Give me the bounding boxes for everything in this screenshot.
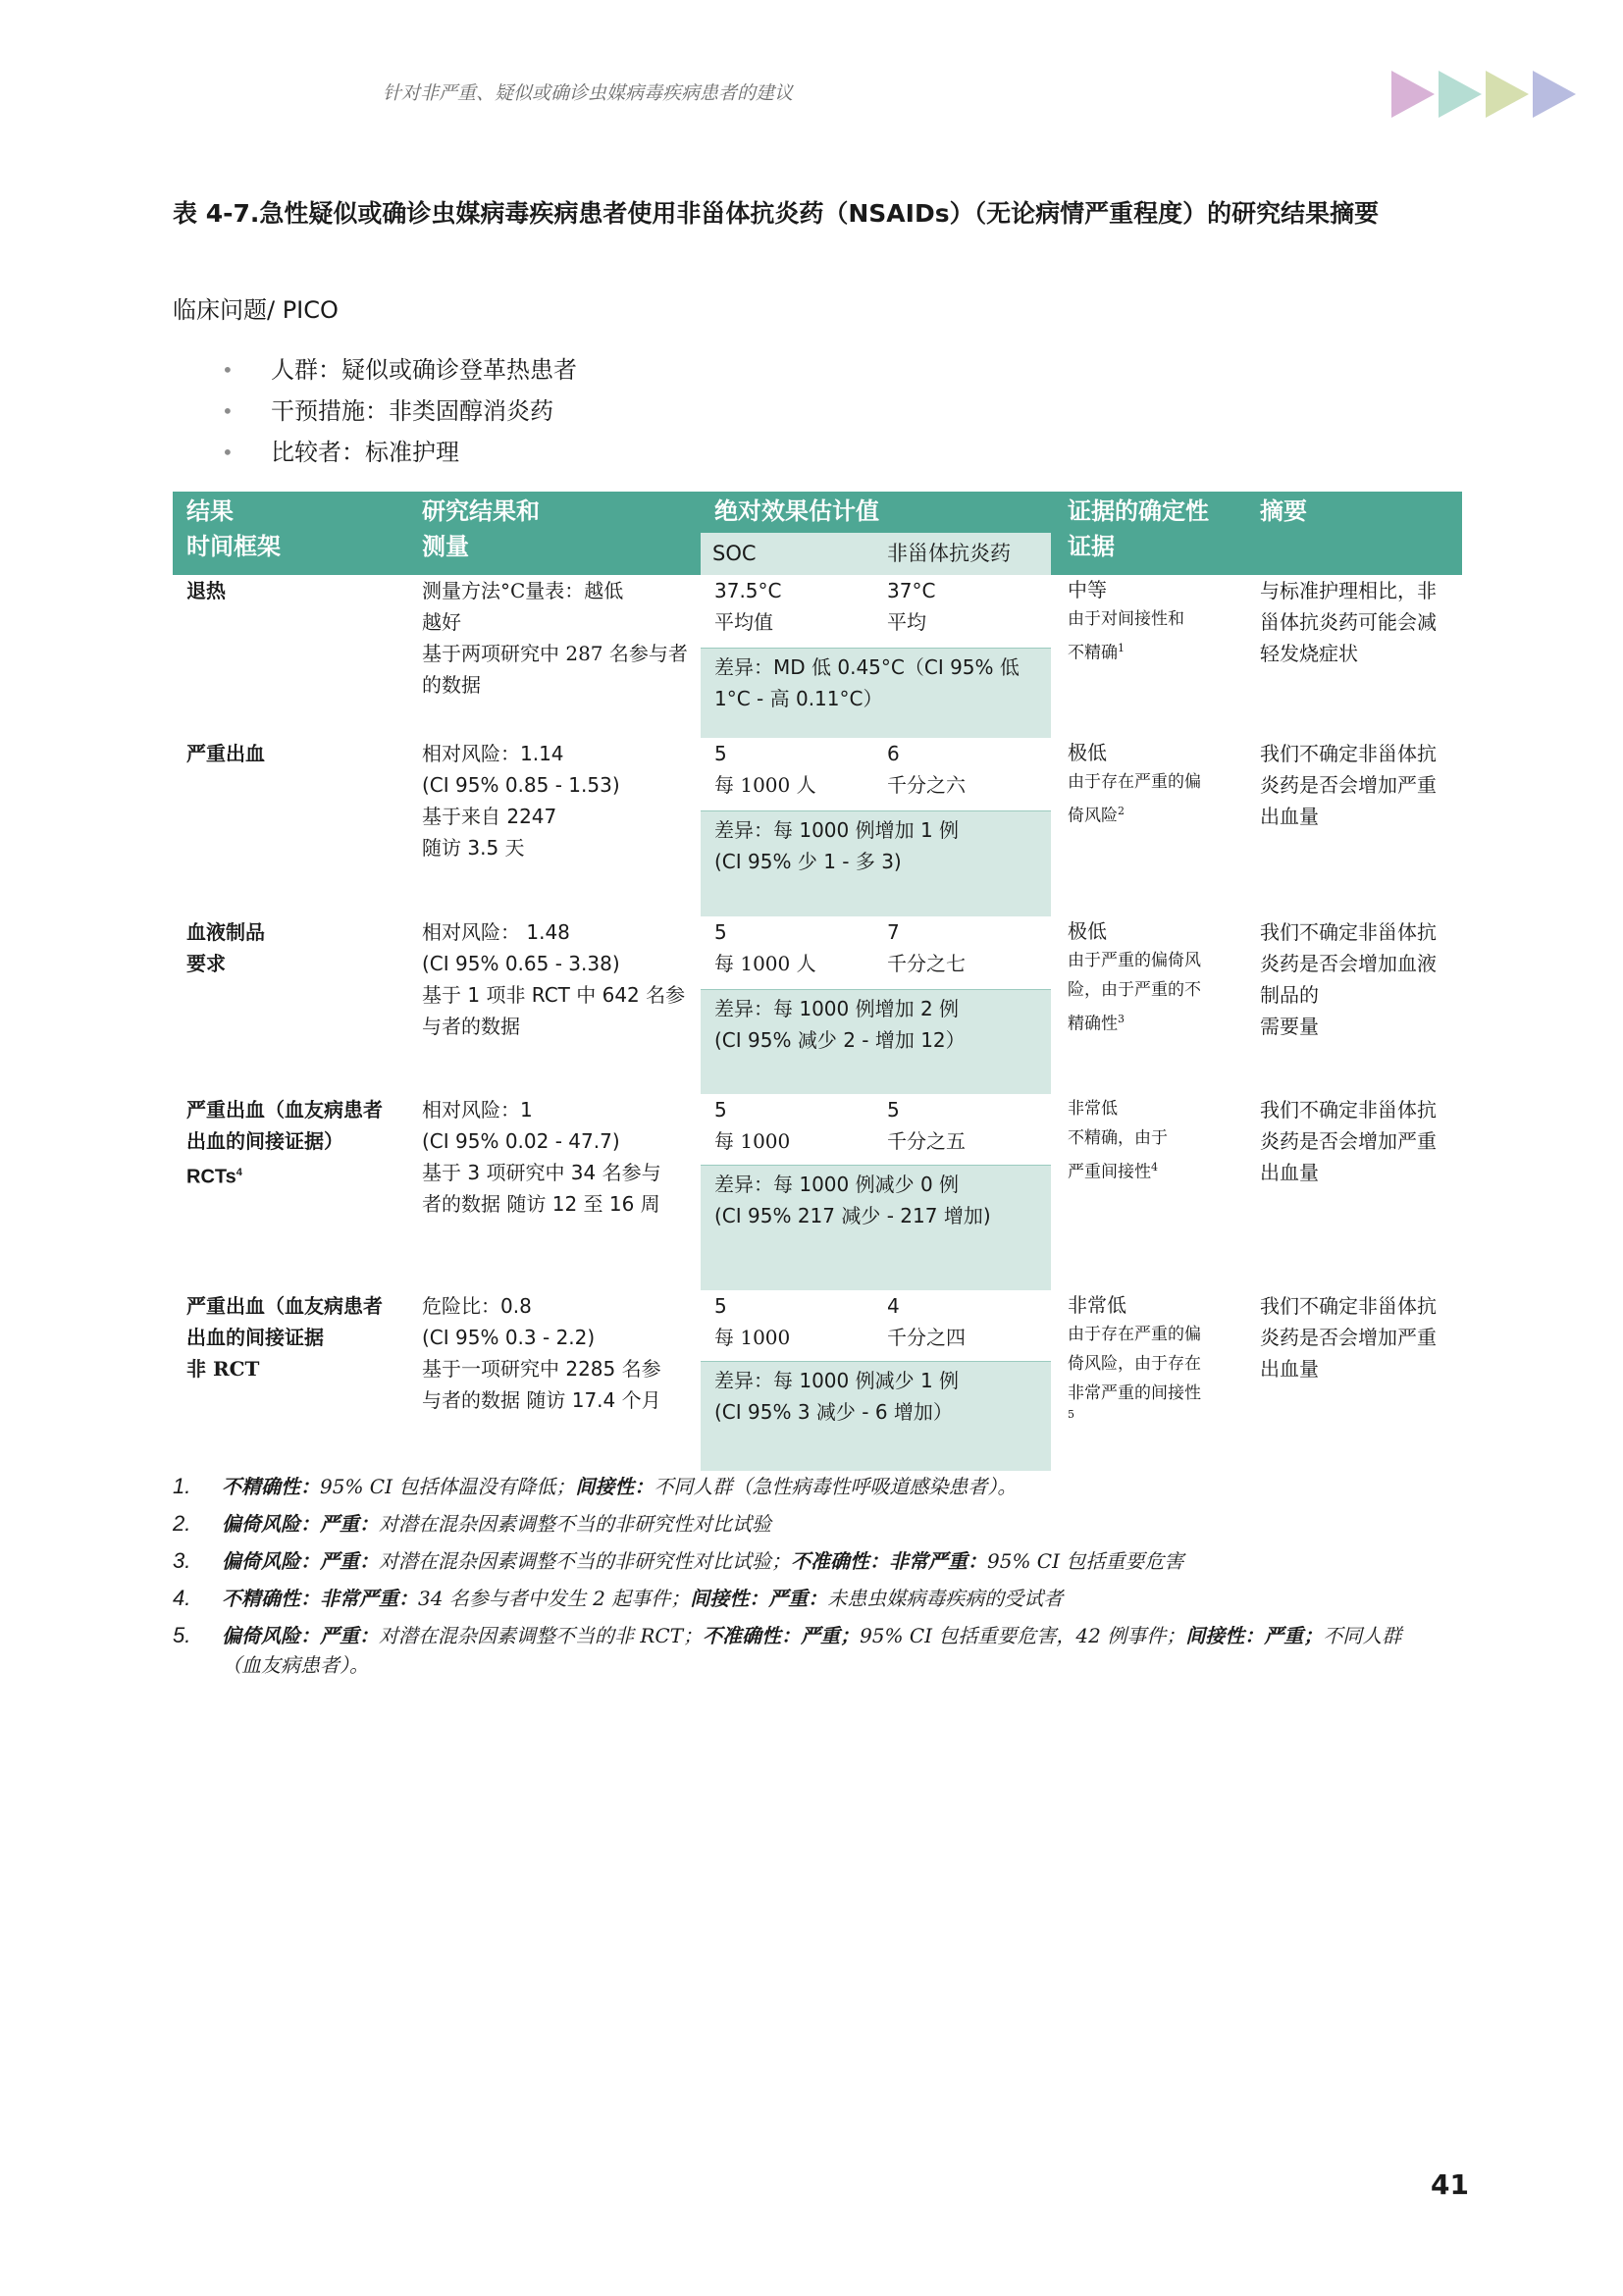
measure-text: 相对风险：1 (CI 95% 0.02 - 47.7) 基于 3 项研究中 34 名参与 者的数据 随访 12 至 16 周 [422, 1098, 661, 1216]
soc-value: 5 每 1000 [714, 1294, 791, 1349]
summary-text: 我们不确定非甾体抗 炎药是否会增加严重 出血量 [1260, 1294, 1437, 1381]
outcome-label: 严重出血（血友病患者 出血的间接证据 非 RCT [186, 1294, 383, 1381]
header-measure: 测量 [422, 532, 469, 560]
table-row [173, 575, 1462, 738]
nsaid-value: 4 千分之四 [887, 1294, 966, 1349]
arrow-1-icon [1391, 71, 1435, 118]
footnote-text: 未患虫媒病毒疾病的受试者 [827, 1587, 1064, 1610]
summary-text: 我们不确定非甾体抗 炎药是否会增加血液 制品的 需要量 [1260, 920, 1437, 1038]
certainty-text: 极低 由于存在严重的偏 倚风险$^2$ [1068, 741, 1201, 826]
footnote-number: 1. [173, 1474, 191, 1498]
soc-value: 5 每 1000 人 [714, 742, 816, 797]
table-row [173, 1290, 1462, 1471]
table-row [173, 916, 1462, 1094]
pico-label: 临床问题/ PICO [173, 296, 339, 324]
footnote-term: 间接性：严重； [1185, 1624, 1324, 1647]
pico-item-text: 比较者：标准护理 [271, 439, 459, 466]
footnote-text: 不同人群（血友病患者）。 [222, 1624, 1402, 1677]
page-number: 41 [1431, 2168, 1469, 2201]
soc-value: 37.5°C 平均值 [714, 579, 782, 634]
difference-text: 差异：每 1000 例减少 1 例 (CI 95% 3 减少 - 6 增加） [714, 1369, 960, 1424]
outcome-label: 血液制品 要求 [186, 920, 265, 975]
nsaid-value: 6 千分之六 [887, 742, 966, 797]
certainty-text: 中等 由于对间接性和 不精确$^1$ [1068, 578, 1184, 663]
footnote-text: 95% CI 包括重要危害，42 例事件； [860, 1624, 1186, 1647]
measure-text: 危险比：0.8 (CI 95% 0.3 - 2.2) 基于一项研究中 2285 名参 与者的数据 随访 17.4 个月 [422, 1294, 661, 1412]
footnote-number: 2. [173, 1511, 191, 1536]
pico-item-text: 人群：疑似或确诊登革热患者 [271, 356, 577, 384]
header-absolute-effect: 绝对效果估计值 [714, 496, 879, 525]
subheader-nsaid: 非甾体抗炎药 [887, 542, 1011, 565]
summary-text: 我们不确定非甾体抗 炎药是否会增加严重 出血量 [1260, 742, 1437, 828]
difference-divider [701, 1361, 1051, 1362]
footnote-text: 95% CI 包括体温没有降低； [320, 1475, 576, 1498]
summary-text: 我们不确定非甾体抗 炎药是否会增加严重 出血量 [1260, 1098, 1437, 1184]
nsaid-value: 5 千分之五 [887, 1098, 966, 1153]
pico-list [222, 349, 577, 473]
pico-item [222, 349, 577, 391]
difference-text: 差异：每 1000 例减少 0 例 (CI 95% 217 减少 - 217 增加) [714, 1173, 991, 1227]
header-summary: 摘要 [1260, 496, 1307, 525]
footnote-number: 4. [173, 1586, 191, 1610]
results-table [173, 492, 1462, 1471]
certainty-text: 非常低 不精确，由于 严重间接性$^4$ [1068, 1099, 1168, 1182]
measure-text: 相对风险： 1.48 (CI 95% 0.65 - 3.38) 基于 1 项非 RCT 中 642 名参 与者的数据 [422, 920, 686, 1038]
difference-divider [701, 810, 1051, 811]
certainty-text: 极低 由于严重的偏倚风 险，由于严重的不 精确性$^3$ [1068, 919, 1201, 1034]
outcome-label: 退热 [186, 579, 226, 602]
table-row [173, 738, 1462, 916]
header-outcome: 结果 [186, 496, 234, 525]
footnote-text: 对潜在混杂因素调整不当的非研究性对比试验； [379, 1549, 791, 1573]
footnotes [173, 1472, 1439, 1688]
bullet-icon: • [222, 441, 234, 464]
footnote-term: 偏倚风险：严重： [222, 1624, 379, 1647]
footnote-text: 对潜在混杂因素调整不当的非 RCT； [379, 1624, 704, 1647]
arrow-4-icon [1533, 71, 1576, 118]
soc-value: 5 每 1000 [714, 1098, 791, 1153]
difference-text: 差异：每 1000 例增加 1 例 (CI 95% 少 1 - 多 3) [714, 818, 960, 873]
footnote-text: 对潜在混杂因素调整不当的非研究性对比试验 [379, 1512, 771, 1536]
table-row [173, 1094, 1462, 1290]
header-timeframe: 时间框架 [186, 532, 281, 560]
measure-text: 测量方法°C量表：越低 越好 基于两项研究中 287 名参与者 的数据 [422, 579, 688, 697]
certainty-text: 非常低 由于存在严重的偏 倚风险，由于存在 非常严重的间接性 5 [1068, 1293, 1201, 1421]
footnote-term: 偏倚风险：严重： [222, 1512, 379, 1536]
decorative-arrows-icon [1391, 69, 1578, 120]
header-evidence: 证据 [1068, 532, 1115, 560]
header-certainty: 证据的确定性 [1068, 496, 1209, 525]
arrow-2-icon [1439, 71, 1482, 118]
measure-text: 相对风险：1.14 (CI 95% 0.85 - 1.53) 基于来自 2247 随访 3.5 天 [422, 742, 620, 860]
footnote-term: 不准确性：非常严重： [791, 1549, 987, 1573]
footnote-item [173, 1546, 1439, 1576]
footnote-term: 不精确性： [222, 1475, 320, 1498]
bullet-icon: • [222, 399, 234, 423]
difference-text: 差异：MD 低 0.45°C（CI 95% 低 1°C - 高 0.11°C） [714, 655, 1020, 710]
difference-text: 差异：每 1000 例增加 2 例 (CI 95% 减少 2 - 增加 12） [714, 997, 966, 1052]
footnote-term: 不精确性：非常严重： [222, 1587, 418, 1610]
footnote-text: 95% CI 包括重要危害 [987, 1549, 1184, 1573]
footnote-text: 不同人群（急性病毒性呼吸道感染患者）。 [654, 1475, 1018, 1498]
difference-divider [701, 1165, 1051, 1166]
footnote-number: 5. [173, 1623, 191, 1647]
outcome-label: 严重出血 [186, 742, 265, 765]
running-header: 针对非严重、疑似或确诊虫媒病毒疾病患者的建议 [383, 82, 794, 104]
footnote-item [173, 1509, 1439, 1539]
bullet-icon: • [222, 358, 234, 382]
footnote-item [173, 1621, 1439, 1680]
pico-item-text: 干预措施：非类固醇消炎药 [271, 397, 553, 425]
difference-divider [701, 648, 1051, 649]
footnote-text: 34 名参与者中发生 2 起事件； [418, 1587, 691, 1610]
footnote-item [173, 1472, 1439, 1501]
table-header [173, 492, 1462, 575]
subheader-soc: SOC [712, 542, 757, 565]
pico-item [222, 391, 577, 432]
header-results: 研究结果和 [422, 496, 540, 525]
footnote-term: 偏倚风险：严重： [222, 1549, 379, 1573]
difference-divider [701, 989, 1051, 990]
footnote-item [173, 1584, 1439, 1613]
footnote-term: 不准确性：严重； [703, 1624, 861, 1647]
summary-text: 与标准护理相比，非 甾体抗炎药可能会减 轻发烧症状 [1260, 579, 1437, 665]
nsaid-value: 7 千分之七 [887, 920, 966, 975]
pico-item [222, 432, 577, 473]
footnote-term: 间接性：严重： [690, 1587, 828, 1610]
footnote-number: 3. [173, 1548, 191, 1573]
table-title: 表 4-7.急性疑似或确诊虫媒病毒疾病患者使用非甾体抗炎药（NSAIDs）（无论病情严重程度）的研究结果摘要 [173, 199, 1380, 228]
footnote-term: 间接性： [575, 1475, 654, 1498]
outcome-label: 严重出血（血友病患者 出血的间接证据） RCTs$^4$ [186, 1098, 383, 1188]
nsaid-value: 37°C 平均 [887, 579, 936, 634]
arrow-3-icon [1486, 71, 1529, 118]
soc-value: 5 每 1000 人 [714, 920, 816, 975]
